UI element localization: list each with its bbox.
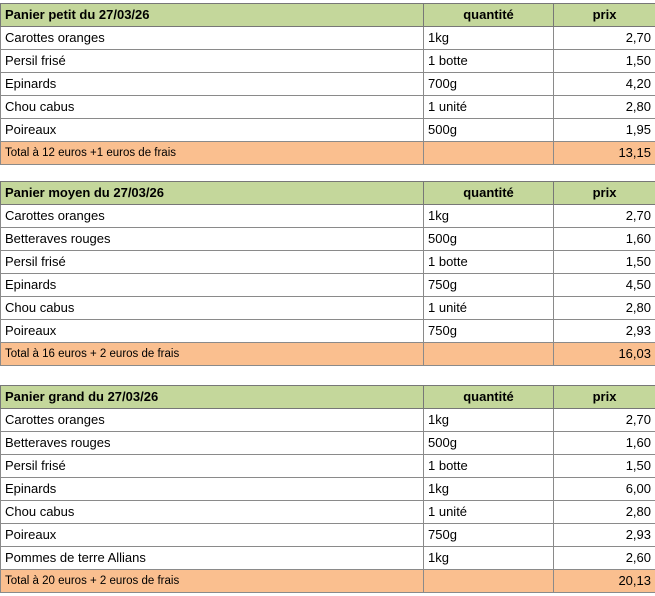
total-row bbox=[1, 570, 655, 593]
table-row bbox=[1, 501, 655, 524]
item-price: 2,80 bbox=[554, 501, 655, 524]
table-row bbox=[1, 274, 655, 297]
panier-title: Panier grand du 27/03/26 bbox=[1, 386, 424, 409]
item-quantity: 700g bbox=[424, 73, 554, 96]
item-quantity: 750g bbox=[424, 320, 554, 343]
total-label: Total à 16 euros + 2 euros de frais bbox=[1, 343, 424, 366]
price-header: prix bbox=[554, 386, 655, 409]
item-name: Betteraves rouges bbox=[1, 228, 424, 251]
item-name: Chou cabus bbox=[1, 96, 424, 119]
quantity-header: quantité bbox=[424, 4, 554, 27]
item-quantity: 750g bbox=[424, 274, 554, 297]
total-label: Total à 20 euros + 2 euros de frais bbox=[1, 570, 424, 593]
header-row bbox=[1, 386, 655, 409]
item-price: 2,80 bbox=[554, 96, 655, 119]
item-quantity: 750g bbox=[424, 524, 554, 547]
item-price: 2,60 bbox=[554, 547, 655, 570]
item-price: 1,50 bbox=[554, 455, 655, 478]
total-label: Total à 12 euros +1 euros de frais bbox=[1, 142, 424, 165]
panier-petit-table bbox=[0, 3, 655, 165]
item-price: 6,00 bbox=[554, 478, 655, 501]
item-price: 1,60 bbox=[554, 228, 655, 251]
table-row bbox=[1, 547, 655, 570]
table-row bbox=[1, 432, 655, 455]
table-row bbox=[1, 251, 655, 274]
item-price: 4,20 bbox=[554, 73, 655, 96]
price-header: prix bbox=[554, 182, 655, 205]
item-name: Poireaux bbox=[1, 524, 424, 547]
item-quantity: 1 unité bbox=[424, 96, 554, 119]
item-quantity: 1 botte bbox=[424, 455, 554, 478]
item-quantity: 500g bbox=[424, 119, 554, 142]
panier-title: Panier moyen du 27/03/26 bbox=[1, 182, 424, 205]
table-row bbox=[1, 228, 655, 251]
table-row bbox=[1, 50, 655, 73]
price-header: prix bbox=[554, 4, 655, 27]
item-name: Betteraves rouges bbox=[1, 432, 424, 455]
total-row bbox=[1, 343, 655, 366]
item-price: 2,93 bbox=[554, 524, 655, 547]
total-value: 16,03 bbox=[554, 343, 655, 366]
panier-moyen-table bbox=[0, 181, 655, 366]
table-row bbox=[1, 524, 655, 547]
item-name: Poireaux bbox=[1, 119, 424, 142]
item-quantity: 1kg bbox=[424, 205, 554, 228]
item-name: Persil frisé bbox=[1, 455, 424, 478]
table-row bbox=[1, 205, 655, 228]
item-quantity: 500g bbox=[424, 432, 554, 455]
table-row bbox=[1, 96, 655, 119]
item-price: 1,50 bbox=[554, 50, 655, 73]
quantity-header: quantité bbox=[424, 386, 554, 409]
item-price: 2,70 bbox=[554, 205, 655, 228]
item-quantity: 500g bbox=[424, 228, 554, 251]
item-price: 2,80 bbox=[554, 297, 655, 320]
item-name: Carottes oranges bbox=[1, 205, 424, 228]
table-row bbox=[1, 73, 655, 96]
item-quantity: 1kg bbox=[424, 409, 554, 432]
panier-grand-table bbox=[0, 385, 655, 593]
item-quantity: 1kg bbox=[424, 547, 554, 570]
item-name: Epinards bbox=[1, 73, 424, 96]
item-quantity: 1kg bbox=[424, 478, 554, 501]
item-price: 1,95 bbox=[554, 119, 655, 142]
total-value: 20,13 bbox=[554, 570, 655, 593]
item-price: 2,70 bbox=[554, 27, 655, 50]
item-name: Chou cabus bbox=[1, 297, 424, 320]
item-quantity: 1 unité bbox=[424, 297, 554, 320]
item-name: Epinards bbox=[1, 478, 424, 501]
table-row bbox=[1, 455, 655, 478]
item-quantity: 1 botte bbox=[424, 50, 554, 73]
table-row bbox=[1, 478, 655, 501]
item-price: 1,60 bbox=[554, 432, 655, 455]
panier-title: Panier petit du 27/03/26 bbox=[1, 4, 424, 27]
item-quantity: 1 unité bbox=[424, 501, 554, 524]
table-row bbox=[1, 297, 655, 320]
item-name: Carottes oranges bbox=[1, 27, 424, 50]
header-row bbox=[1, 4, 655, 27]
header-row bbox=[1, 182, 655, 205]
item-name: Persil frisé bbox=[1, 251, 424, 274]
item-price: 2,70 bbox=[554, 409, 655, 432]
item-price: 1,50 bbox=[554, 251, 655, 274]
total-empty-cell bbox=[424, 570, 554, 593]
table-row bbox=[1, 409, 655, 432]
item-name: Chou cabus bbox=[1, 501, 424, 524]
total-empty-cell bbox=[424, 343, 554, 366]
item-price: 2,93 bbox=[554, 320, 655, 343]
table-row bbox=[1, 27, 655, 50]
item-quantity: 1 botte bbox=[424, 251, 554, 274]
table-row bbox=[1, 119, 655, 142]
total-value: 13,15 bbox=[554, 142, 655, 165]
item-quantity: 1kg bbox=[424, 27, 554, 50]
item-price: 4,50 bbox=[554, 274, 655, 297]
table-row bbox=[1, 320, 655, 343]
item-name: Persil frisé bbox=[1, 50, 424, 73]
item-name: Poireaux bbox=[1, 320, 424, 343]
item-name: Carottes oranges bbox=[1, 409, 424, 432]
total-row bbox=[1, 142, 655, 165]
total-empty-cell bbox=[424, 142, 554, 165]
item-name: Epinards bbox=[1, 274, 424, 297]
item-name: Pommes de terre Allians bbox=[1, 547, 424, 570]
quantity-header: quantité bbox=[424, 182, 554, 205]
